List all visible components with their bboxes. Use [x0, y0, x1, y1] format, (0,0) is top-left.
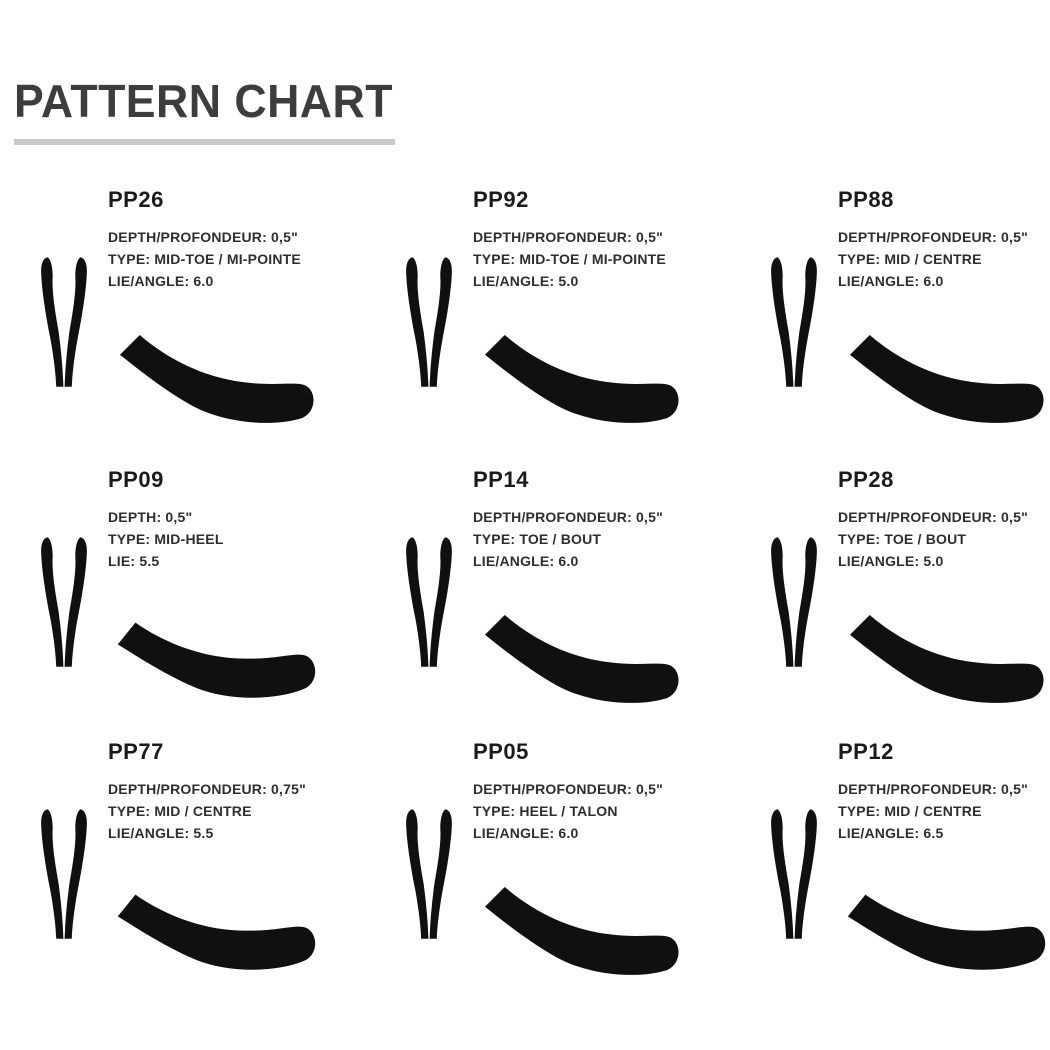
blade-front-view-icon — [34, 765, 94, 983]
blade-side-profile-icon — [102, 874, 319, 989]
pattern-depth: DEPTH/PROFONDEUR: 0,5" — [838, 229, 1028, 245]
pattern-lie: LIE/ANGLE: 6.5 — [838, 825, 944, 841]
pattern-lie: LIE/ANGLE: 6.0 — [838, 273, 944, 289]
pattern-depth: DEPTH/PROFONDEUR: 0,5" — [108, 229, 298, 245]
pattern-name: PP77 — [108, 739, 164, 764]
pattern-lie: LIE/ANGLE: 5.5 — [108, 825, 214, 841]
pattern-name: PP88 — [838, 187, 894, 212]
pattern-depth: DEPTH/PROFONDEUR: 0,5" — [838, 509, 1028, 525]
page-header — [14, 75, 405, 145]
blade-side-profile-icon — [102, 602, 319, 717]
pattern-type: TYPE: HEEL / TALON — [473, 803, 618, 819]
pattern-name: PP92 — [473, 187, 529, 212]
pattern-card-pp88 — [750, 185, 1050, 457]
pattern-lie: LIE/ANGLE: 5.0 — [838, 553, 944, 569]
pattern-card-pp09 — [20, 465, 385, 737]
blade-front-view-icon — [764, 765, 824, 983]
pattern-type: TYPE: MID-HEEL — [108, 531, 224, 547]
blade-front-view-icon — [399, 765, 459, 983]
pattern-type: TYPE: MID-TOE / MI-POINTE — [108, 251, 301, 267]
pattern-type: TYPE: MID / CENTRE — [108, 803, 252, 819]
pattern-type: TYPE: MID / CENTRE — [838, 803, 982, 819]
pattern-info — [473, 187, 743, 292]
pattern-card-pp12 — [750, 737, 1050, 1009]
pattern-info — [838, 467, 1050, 572]
blade-side-profile-icon — [471, 333, 679, 427]
title-underline-rule — [14, 139, 395, 145]
pattern-info — [838, 187, 1050, 292]
blade-side-profile-icon — [471, 885, 679, 979]
pattern-type: TYPE: TOE / BOUT — [838, 531, 967, 547]
pattern-name: PP12 — [838, 739, 894, 764]
blade-front-view-icon — [764, 493, 824, 711]
pattern-lie: LIE: 5.5 — [108, 553, 160, 569]
blade-front-view-icon — [399, 213, 459, 431]
pattern-name: PP26 — [108, 187, 164, 212]
pattern-card-pp77 — [20, 737, 385, 1009]
pattern-card-pp05 — [385, 737, 750, 1009]
blade-side-profile-icon — [106, 333, 314, 427]
pattern-lie: LIE/ANGLE: 6.0 — [108, 273, 214, 289]
pattern-name: PP05 — [473, 739, 529, 764]
blade-front-view-icon — [399, 493, 459, 711]
blade-side-profile-icon — [471, 613, 679, 707]
pattern-card-pp92 — [385, 185, 750, 457]
blade-side-profile-icon — [836, 333, 1044, 427]
pattern-depth: DEPTH/PROFONDEUR: 0,75" — [108, 781, 306, 797]
pattern-depth: DEPTH/PROFONDEUR: 0,5" — [473, 509, 663, 525]
pattern-grid — [20, 185, 1050, 1009]
pattern-type: TYPE: MID / CENTRE — [838, 251, 982, 267]
pattern-info — [108, 187, 378, 292]
pattern-name: PP14 — [473, 467, 529, 492]
pattern-depth: DEPTH/PROFONDEUR: 0,5" — [838, 781, 1028, 797]
pattern-info — [838, 739, 1050, 844]
blade-side-profile-icon — [836, 613, 1044, 707]
blade-front-view-icon — [34, 213, 94, 431]
pattern-name: PP28 — [838, 467, 894, 492]
pattern-info — [473, 739, 743, 844]
pattern-type: TYPE: TOE / BOUT — [473, 531, 602, 547]
pattern-name: PP09 — [108, 467, 164, 492]
pattern-card-pp14 — [385, 465, 750, 737]
pattern-depth: DEPTH: 0,5" — [108, 509, 193, 525]
pattern-card-pp28 — [750, 465, 1050, 737]
pattern-depth: DEPTH/PROFONDEUR: 0,5" — [473, 781, 663, 797]
pattern-info — [108, 739, 378, 844]
pattern-depth: DEPTH/PROFONDEUR: 0,5" — [473, 229, 663, 245]
pattern-lie: LIE/ANGLE: 5.0 — [473, 273, 579, 289]
pattern-info — [473, 467, 743, 572]
page-title: PATTERN CHART — [14, 75, 393, 127]
pattern-lie: LIE/ANGLE: 6.0 — [473, 553, 579, 569]
pattern-type: TYPE: MID-TOE / MI-POINTE — [473, 251, 666, 267]
pattern-card-pp26 — [20, 185, 385, 457]
blade-front-view-icon — [34, 493, 94, 711]
pattern-lie: LIE/ANGLE: 6.0 — [473, 825, 579, 841]
blade-side-profile-icon — [832, 874, 1049, 989]
blade-front-view-icon — [764, 213, 824, 431]
pattern-info — [108, 467, 378, 572]
